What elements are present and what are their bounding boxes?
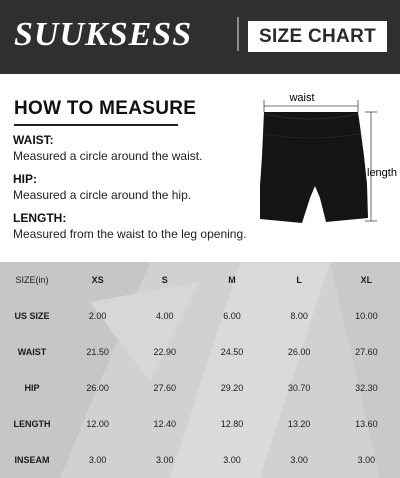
table-cell: 26.00 (287, 347, 311, 357)
row-label-us-size: US SIZE (14, 311, 50, 321)
table-cell: 22.90 (153, 347, 177, 357)
table-cell: 8.00 (290, 311, 308, 321)
brand-logo: SUUKSESS (14, 16, 193, 53)
size-chart-badge (248, 21, 387, 52)
size-table (0, 262, 400, 478)
table-cell: 3.00 (290, 455, 308, 465)
row-label-hip: HIP (24, 383, 40, 393)
shorts-shape (260, 112, 368, 223)
table-cell: 13.60 (355, 419, 378, 429)
size-table-area (0, 262, 400, 478)
table-row (0, 334, 400, 370)
table-cell: 27.60 (355, 347, 378, 357)
row-label-waist: WAIST (17, 347, 47, 357)
header-divider (237, 17, 239, 51)
table-header-row (0, 262, 400, 298)
row-label-inseam: INSEAM (14, 455, 50, 465)
hip-description: Measured a circle around the hip. (13, 188, 192, 202)
waist-description: Measured a circle around the waist. (13, 149, 203, 163)
table-cell: 12.40 (153, 419, 177, 429)
table-cell: 24.50 (220, 347, 244, 357)
table-corner-label: SIZE(in) (15, 275, 49, 285)
size-header-m: M (228, 275, 236, 285)
size-header-s: S (161, 275, 168, 285)
table-cell: 27.60 (153, 383, 177, 393)
table-row (0, 406, 400, 442)
how-to-measure-title: HOW TO MEASURE (14, 98, 197, 119)
table-cell: 3.00 (223, 455, 241, 465)
table-cell: 29.20 (220, 383, 244, 393)
size-chart-title: SIZE CHART (259, 25, 376, 47)
table-cell: 12.00 (86, 419, 109, 429)
table-cell: 30.70 (287, 383, 311, 393)
size-header-xs: XS (91, 275, 104, 285)
hip-label: HIP: (13, 172, 37, 186)
waist-label: WAIST: (13, 133, 54, 147)
shorts-illustration (240, 86, 400, 246)
table-cell: 6.00 (223, 311, 241, 321)
table-cell: 2.00 (88, 311, 107, 321)
table-cell: 21.50 (86, 347, 109, 357)
table-cell: 3.00 (357, 455, 376, 465)
waist-dimension-label: waist (289, 92, 315, 104)
header-bar (0, 0, 400, 74)
table-cell: 13.20 (287, 419, 311, 429)
title-underline (14, 124, 178, 126)
table-cell: 32.30 (355, 383, 378, 393)
table-row (0, 442, 400, 478)
table-cell: 26.00 (86, 383, 109, 393)
table-row (0, 298, 400, 334)
size-header-xl: XL (360, 275, 373, 285)
table-cell: 12.80 (220, 419, 244, 429)
table-cell: 3.00 (156, 455, 174, 465)
table-cell: 3.00 (88, 455, 107, 465)
size-header-l: L (296, 275, 302, 285)
length-label: LENGTH: (13, 211, 67, 225)
row-label-length: LENGTH (13, 419, 51, 429)
length-description: Measured from the waist to the leg opening. (13, 227, 247, 241)
length-dimension-label: length (367, 167, 397, 179)
table-cell: 10.00 (355, 311, 378, 321)
table-row (0, 370, 400, 406)
table-cell: 4.00 (156, 311, 174, 321)
